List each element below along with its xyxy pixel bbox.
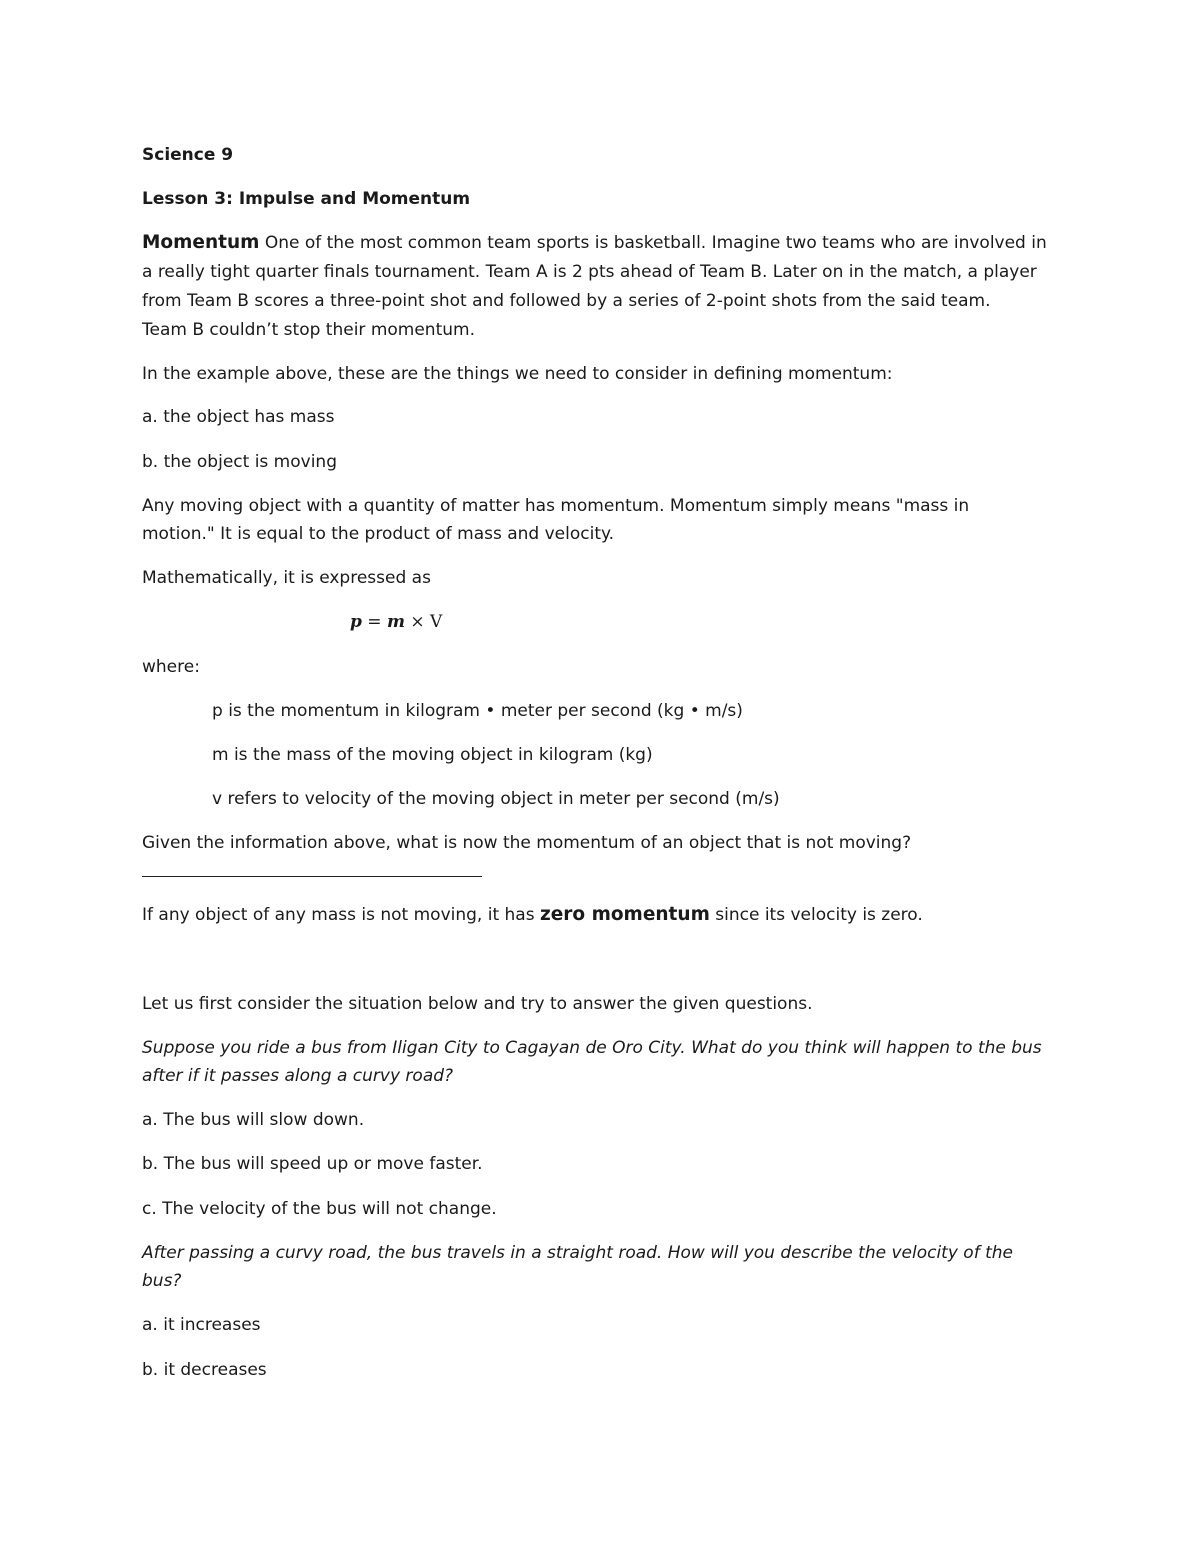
where-item-m: m is the mass of the moving object in kilogram (kg) xyxy=(212,745,653,765)
situation-intro: Let us first consider the situation below and try to answer the given questions. xyxy=(142,994,813,1014)
answer-after: since its velocity is zero. xyxy=(709,905,923,925)
formula-times: × xyxy=(404,612,431,632)
document-title: Science 9 xyxy=(142,145,234,165)
consider-item-a: a. the object has mass xyxy=(142,407,335,427)
momentum-formula xyxy=(350,608,442,636)
question-2-line-1: After passing a curvy road, the bus travels in a straight road. How will you describe the velocity of the xyxy=(142,1243,1013,1263)
q2-option-b: b. it decreases xyxy=(142,1360,267,1380)
answer-emphasis: zero momentum xyxy=(539,904,710,925)
where-item-p: p is the momentum in kilogram • meter per second (kg • m/s) xyxy=(212,701,743,721)
q1-option-b: b. The bus will speed up or move faster. xyxy=(142,1154,483,1174)
formula-equals: = xyxy=(361,612,387,632)
intro-line-2: a really tight quarter finals tournament. Team A is 2 pts ahead of Team B. Later on in the match, a player xyxy=(142,262,1037,282)
momentum-heading: Momentum xyxy=(142,232,260,253)
formula-p: p xyxy=(350,612,362,632)
formula-v: V xyxy=(430,612,443,632)
lesson-heading: Lesson 3: Impulse and Momentum xyxy=(142,189,471,209)
intro-text-1: One of the most common team sports is basketball. Imagine two teams who are involved in xyxy=(264,233,1047,253)
intro-line-3: from Team B scores a three-point shot and followed by a series of 2-point shots from the said team. xyxy=(142,291,991,311)
definition-line-1: Any moving object with a quantity of matter has momentum. Momentum simply means "mass in xyxy=(142,496,970,516)
where-item-v: v refers to velocity of the moving object in meter per second (m/s) xyxy=(212,789,780,809)
definition-line-2: motion." It is equal to the product of mass and velocity. xyxy=(142,524,615,544)
intro-line-4: Team B couldn’t stop their momentum. xyxy=(142,320,475,340)
q1-option-a: a. The bus will slow down. xyxy=(142,1110,365,1130)
question-2-line-2: bus? xyxy=(142,1271,182,1291)
intro-line-1 xyxy=(142,229,1062,257)
answer-before: If any object of any mass is not moving, it has xyxy=(142,905,540,925)
answer-text xyxy=(142,901,1062,929)
where-label: where: xyxy=(142,657,200,677)
consider-intro: In the example above, these are the things we need to consider in defining momentum: xyxy=(142,364,893,384)
formula-m: m xyxy=(386,612,405,632)
consider-item-b: b. the object is moving xyxy=(142,452,337,472)
answer-blank-line xyxy=(142,876,482,877)
math-intro: Mathematically, it is expressed as xyxy=(142,568,431,588)
question-1-line-1: Suppose you ride a bus from Iligan City to Cagayan de Oro City. What do you think will happen to the bus xyxy=(142,1038,1042,1058)
question-text: Given the information above, what is now the momentum of an object that is not moving? xyxy=(142,833,912,853)
q1-option-c: c. The velocity of the bus will not change. xyxy=(142,1199,497,1219)
q2-option-a: a. it increases xyxy=(142,1315,261,1335)
question-1-line-2: after if it passes along a curvy road? xyxy=(142,1066,454,1086)
